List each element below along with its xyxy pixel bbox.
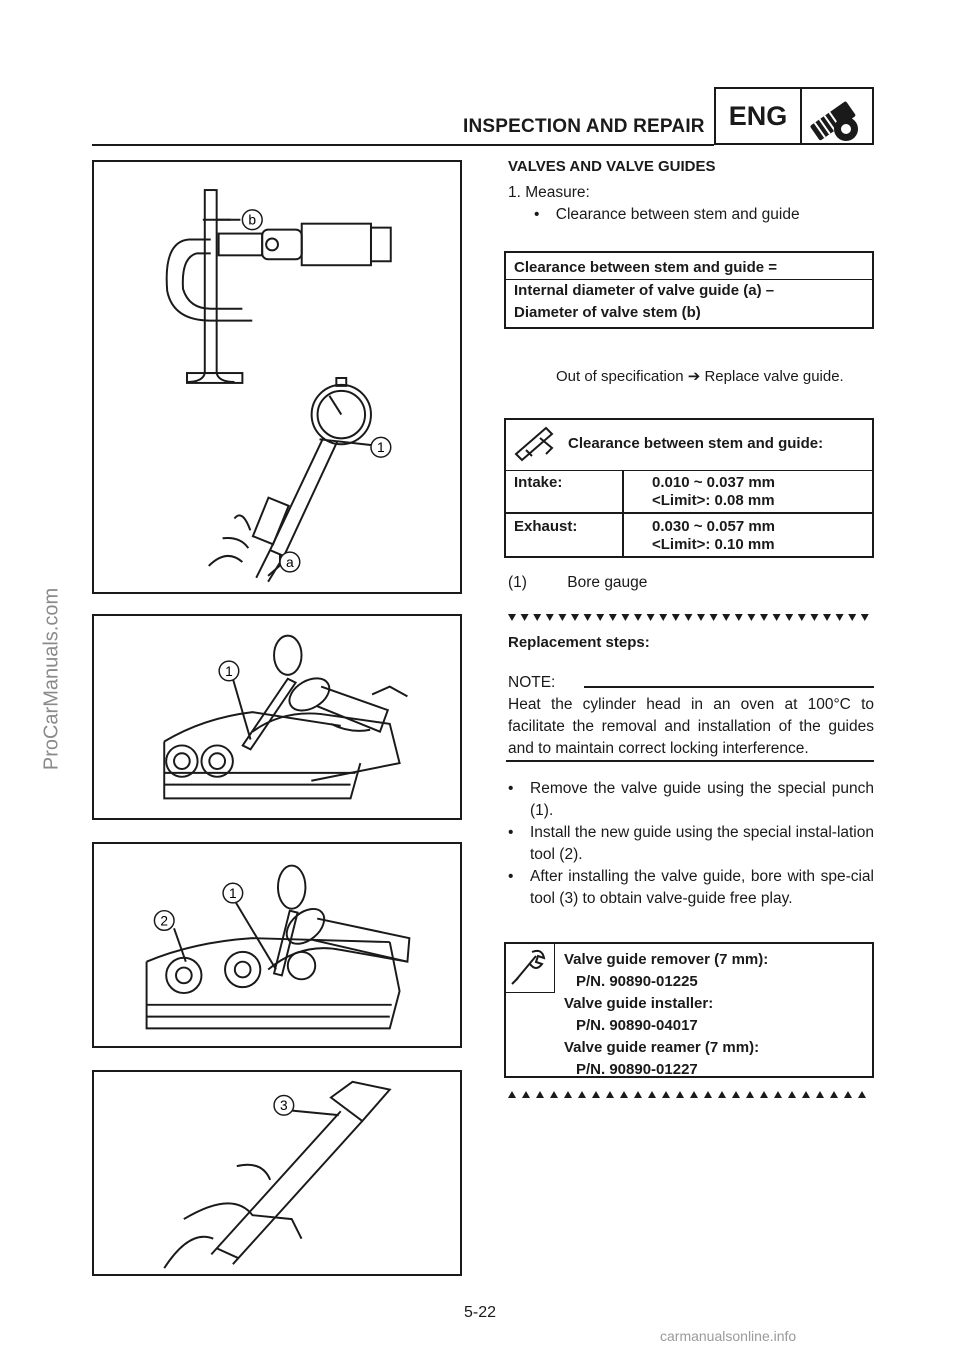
triangle-down-marker [647, 614, 655, 621]
tool-installer-name: Valve guide installer: [564, 995, 714, 1012]
section-header-title: INSPECTION AND REPAIR [463, 116, 705, 137]
tool-icon-cell [506, 944, 555, 993]
tool-reamer-name: Valve guide reamer (7 mm): [564, 1039, 760, 1056]
exhaust-limit: <Limit>: 0.10 mm [652, 536, 775, 553]
bullet-install-guide: • Install the new guide using the special instal-lation tool (2). [508, 824, 874, 863]
bullet-bore-guide: • After installing the valve guide, bore with spe-cial tool (3) to obtain valve-guide free play. [508, 868, 874, 907]
legend-text: Bore gauge [567, 574, 648, 591]
note-label: NOTE: [508, 674, 556, 691]
triangle-up-marker [844, 1091, 852, 1098]
steps-end-marker [506, 1088, 876, 1100]
bullet-list [508, 778, 874, 910]
replacement-heading: Replacement steps: [508, 634, 650, 651]
section-heading: VALVES AND VALVE GUIDES [508, 158, 716, 175]
triangle-up-marker [634, 1091, 642, 1098]
triangle-up-marker [746, 1091, 754, 1098]
triangle-up-marker [592, 1091, 600, 1098]
tool-remover-pn: P/N. 90890-01225 [576, 973, 698, 990]
triangle-up-marker [774, 1091, 782, 1098]
triangle-up-marker [760, 1091, 768, 1098]
triangle-down-marker [798, 614, 806, 621]
fig1-callout-b: b [248, 211, 257, 228]
figure-remove-guide [92, 614, 462, 820]
steps-start-marker [506, 612, 876, 624]
wrench-icon [506, 944, 552, 990]
triangle-up-marker [620, 1091, 628, 1098]
note-rule-top [584, 686, 874, 688]
triangle-down-marker [861, 614, 869, 621]
fig3-callout-1: 1 [229, 885, 237, 901]
spec-table-row-divider [506, 512, 872, 514]
bullet-text: Clearance between stem and guide [555, 206, 800, 223]
side-watermark: ProCarManuals.com [40, 587, 63, 771]
out-of-spec-note: Out of specification ➔ Replace valve guide. [556, 368, 844, 385]
intake-range: 0.010 ~ 0.037 mm [652, 474, 776, 491]
triangle-down-marker [521, 614, 529, 621]
triangle-down-marker [785, 614, 793, 621]
triangle-up-marker [522, 1091, 530, 1098]
triangle-up-marker [676, 1091, 684, 1098]
tool-remover-name: Valve guide remover (7 mm): [564, 951, 769, 968]
triangle-down-marker [836, 614, 844, 621]
triangle-down-marker [571, 614, 579, 621]
exhaust-range: 0.030 ~ 0.057 mm [652, 518, 776, 535]
fig3-callout-2: 2 [160, 913, 169, 929]
tool-reamer-pn: P/N. 90890-01227 [576, 1061, 698, 1078]
tools-list [564, 949, 768, 1081]
engine-icon [800, 87, 874, 145]
triangle-up-marker [564, 1091, 572, 1098]
bullet-dot: • [534, 206, 540, 223]
formula-line-1: Clearance between stem and guide = [514, 259, 778, 276]
bottom-watermark: carmanualsonline.info [660, 1328, 797, 1344]
triangle-up-marker [802, 1091, 810, 1098]
spec-table-title: Clearance between stem and guide: [568, 435, 824, 452]
spec-table [504, 418, 874, 558]
note-rule-bottom [506, 760, 874, 762]
triangle-up-marker [732, 1091, 740, 1098]
header-rule [92, 144, 714, 146]
spec-row-exhaust-label: Exhaust: [514, 518, 578, 535]
fig1-callout-a: a [286, 553, 294, 570]
triangle-up-marker [606, 1091, 614, 1098]
bore-gauge-legend [508, 572, 647, 594]
triangle-up-marker [578, 1091, 586, 1098]
formula-line-2: Internal diameter of valve guide (a) – [506, 279, 872, 302]
fig1-callout-1: 1 [377, 439, 385, 456]
triangle-down-marker [848, 614, 856, 621]
spec-row-intake-label: Intake: [514, 474, 563, 491]
step-1-bullet [534, 204, 800, 226]
step-1: 1. Measure: [508, 184, 590, 201]
triangle-down-marker [760, 614, 768, 621]
triangle-down-marker [596, 614, 604, 621]
formula-box [504, 251, 874, 329]
tool-installer-pn: P/N. 90890-04017 [576, 1017, 698, 1034]
legend-number: (1) [508, 574, 527, 591]
triangle-down-marker [810, 614, 818, 621]
triangle-up-marker [690, 1091, 698, 1098]
triangle-up-marker [508, 1091, 516, 1098]
triangle-up-marker [550, 1091, 558, 1098]
triangle-down-marker [609, 614, 617, 621]
triangle-up-marker [830, 1091, 838, 1098]
bullet-remove-guide: • Remove the valve guide using the special punch (1). [508, 780, 874, 819]
triangle-up-marker [536, 1091, 544, 1098]
triangle-up-marker [788, 1091, 796, 1098]
triangle-down-marker [584, 614, 592, 621]
triangle-down-marker [621, 614, 629, 621]
spec-row-intake-value [652, 474, 775, 510]
page-number: 5-22 [463, 1304, 497, 1321]
triangle-down-marker [747, 614, 755, 621]
special-tools-box [504, 942, 874, 1078]
triangle-down-marker [684, 614, 692, 621]
triangle-up-marker [662, 1091, 670, 1098]
triangle-up-marker [858, 1091, 866, 1098]
triangle-down-marker [710, 614, 718, 621]
fig4-callout-3: 3 [280, 1098, 288, 1114]
triangle-down-marker [659, 614, 667, 621]
triangle-down-marker [735, 614, 743, 621]
triangle-up-marker [704, 1091, 712, 1098]
triangle-up-marker [816, 1091, 824, 1098]
triangle-down-marker [508, 614, 516, 621]
triangle-down-marker [773, 614, 781, 621]
formula-line-3: Diameter of valve stem (b) [514, 304, 701, 321]
spec-row-exhaust-value [652, 518, 775, 554]
caliper-icon [512, 424, 560, 464]
triangle-down-marker [558, 614, 566, 621]
intake-limit: <Limit>: 0.08 mm [652, 492, 775, 509]
triangle-up-marker [718, 1091, 726, 1098]
eng-badge: ENG [714, 87, 802, 145]
triangle-down-marker [533, 614, 541, 621]
triangle-down-marker [634, 614, 642, 621]
triangle-down-marker [722, 614, 730, 621]
triangle-down-marker [546, 614, 554, 621]
triangle-down-marker [672, 614, 680, 621]
figure-measure-clearance [92, 160, 462, 594]
triangle-down-marker [697, 614, 705, 621]
note-text: Heat the cylinder head in an oven at 100°C to facilitate the removal and installation of the guides and to maintain correct locking interference. [508, 696, 874, 757]
triangle-down-marker [823, 614, 831, 621]
triangle-up-marker [648, 1091, 656, 1098]
fig2-callout-1: 1 [225, 663, 233, 679]
figure-install-guide [92, 842, 462, 1048]
spec-table-header [506, 420, 872, 471]
figure-ream-guide [92, 1070, 462, 1276]
